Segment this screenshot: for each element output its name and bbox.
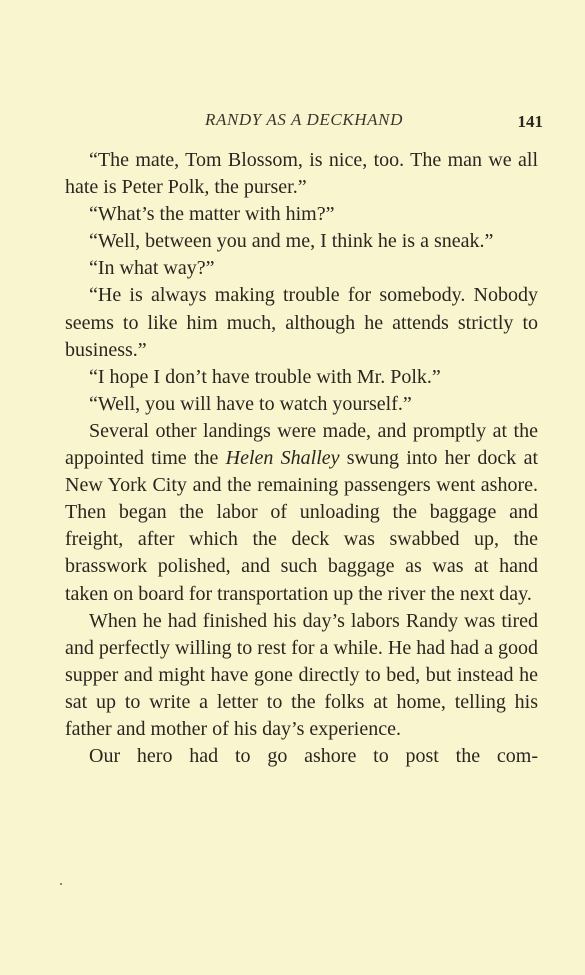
paragraph: When he had finished his day’s labors Randy was tired and perfectly willing to rest for a while. He had had a good supper and might have gone directly to bed, but instead he sat up to write a letter to the folks at home, telling his father and mother of his day’s experience. xyxy=(65,609,538,740)
running-head: RANDY AS A DECKHAND xyxy=(205,110,403,129)
paragraph xyxy=(65,418,538,608)
paragraph: “In what way?” xyxy=(89,257,215,280)
paragraph: Our hero had to go ashore to post the com- xyxy=(89,745,538,768)
body-text xyxy=(65,147,538,770)
paragraph-text: Several other landings were made, and promptly at the appointed time the xyxy=(65,419,538,470)
ship-name: Helen Shalley xyxy=(225,447,340,470)
paragraph: “The mate, Tom Blossom, is nice, too. The man we all hate is Peter Polk, the purser.” xyxy=(65,149,538,199)
paragraph-text: swung into her dock at New York City and the remaining passengers went ashore. Then began the labor of unloading the baggage and freight, after which the deck was swabbed up, the brasswork polished, and such baggage as was at hand taken on board for transportation up the river the next day. xyxy=(65,447,538,605)
paragraph: “He is always making trouble for somebody. Nobody seems to like him much, although he attends strictly to business.” xyxy=(65,284,538,361)
paragraph: “I hope I don’t have trouble with Mr. Polk.” xyxy=(89,365,441,388)
page-number: 141 xyxy=(517,112,543,131)
print-speck xyxy=(60,883,62,885)
paragraph: “Well, you will have to watch yourself.” xyxy=(89,392,412,415)
page-header xyxy=(65,110,543,134)
paragraph: “Well, between you and me, I think he is a sneak.” xyxy=(89,230,494,253)
paragraph: “What’s the matter with him?” xyxy=(89,203,335,226)
